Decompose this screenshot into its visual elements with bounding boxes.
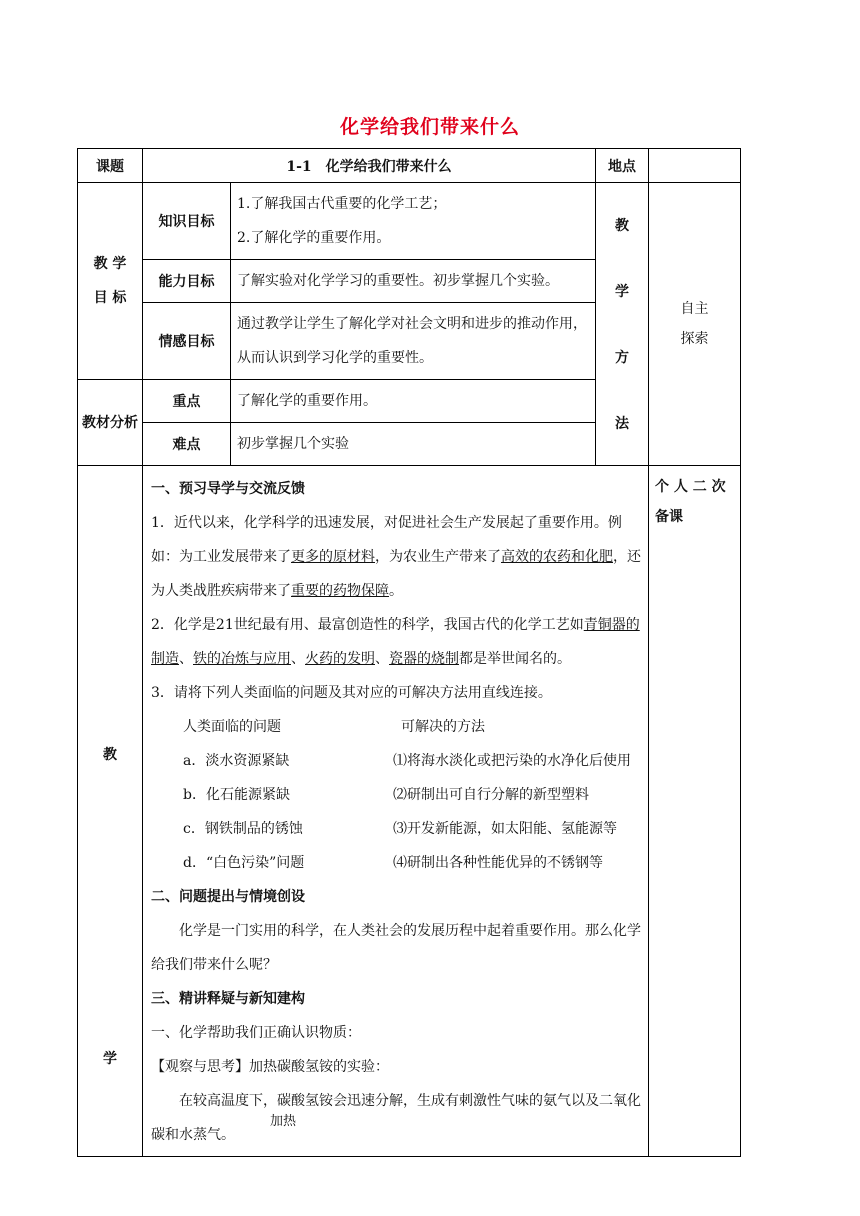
- objectives-group-label: 教 学 目 标: [78, 183, 143, 380]
- lesson-plan-table: [77, 148, 741, 1157]
- matching-item: b．化石能源紧缺 ⑵研制出可自行分解的新型塑料: [183, 787, 589, 803]
- section-explain-title: 三、精讲释疑与新知建构: [151, 991, 305, 1007]
- knowledge-label: 知识目标: [143, 183, 231, 260]
- topic-value: 1-1 化学给我们带来什么: [143, 149, 596, 183]
- method-label: 教 学 方 法: [596, 183, 649, 466]
- knowledge-row: [78, 183, 741, 260]
- method-value: 自主 探索: [649, 183, 741, 466]
- key-point-text: 了解化学的重要作用。: [231, 380, 596, 423]
- personal-prep-label: 个 人 二 次备课: [649, 466, 741, 1157]
- page-title: 化学给我们带来什么: [339, 116, 520, 138]
- paragraph-1: 1．近代以来，化学科学的迅速发展，对促进社会生产发展起了重要作用。例如：为工业发展带来了更多的原材料，为农业生产带来了高效的农药和化肥，还为人类战胜疾病带来了重要的药物保障。: [151, 515, 641, 599]
- analysis-group-label: 教材分析: [78, 380, 143, 466]
- matching-item: c．钢铁制品的锈蚀 ⑶开发新能源，如太阳能、氢能源等: [183, 821, 617, 837]
- teaching-content: [143, 466, 649, 1157]
- teaching-side-label: 教 学: [78, 466, 143, 1157]
- matching-header: 人类面临的问题 可解决的方法: [183, 719, 485, 735]
- teaching-process-row: [78, 466, 741, 1157]
- observe-line: 【观察与思考】加热碳酸氢铵的实验：: [151, 1059, 389, 1075]
- section-explain-subtitle: 一、化学帮助我们正确认识物质：: [151, 1025, 361, 1041]
- place-label: 地点: [596, 149, 649, 183]
- matching-item: d．“白色污染”问题 ⑷研制出各种性能优异的不锈钢等: [183, 855, 603, 871]
- section-problem-title: 二、问题提出与情境创设: [151, 889, 305, 905]
- emotion-label: 情感目标: [143, 303, 231, 380]
- paragraph-3: 3．请将下列人类面临的问题及其对应的可解决方法用直线连接。: [151, 685, 552, 701]
- ability-goal: 了解实验对化学学习的重要性。初步掌握几个实验。: [231, 260, 596, 303]
- key-point-label: 重点: [143, 380, 231, 423]
- section-problem-text: 化学是一门实用的科学，在人类社会的发展历程中起着重要作用。那么化学给我们带来什么呢？: [151, 923, 641, 973]
- topic-row: [78, 149, 741, 183]
- emotion-goal: 通过教学让学生了解化学对社会文明和进步的推动作用，从而认识到学习化学的重要性。: [231, 303, 596, 380]
- matching-item: a．淡水资源紧缺 ⑴将海水淡化或把污染的水净化后使用: [183, 753, 631, 769]
- difficulty-label: 难点: [143, 423, 231, 466]
- section-preview-title: 一、预习导学与交流反馈: [151, 481, 305, 497]
- section-explain-text: 在较高温度下，碳酸氢铵会迅速分解，生成有刺激性气味的氨气以及二氧化碳和水蒸气。: [151, 1093, 641, 1143]
- heating-condition-label: 加热: [270, 1114, 297, 1129]
- knowledge-goals: 1.了解我国古代重要的化学工艺； 2.了解化学的重要作用。: [231, 183, 596, 260]
- topic-label: 课题: [78, 149, 143, 183]
- place-value: [649, 149, 741, 183]
- ability-label: 能力目标: [143, 260, 231, 303]
- difficulty-text: 初步掌握几个实验: [231, 423, 596, 466]
- paragraph-2: 2．化学是21世纪最有用、最富创造性的科学，我国古代的化学工艺如青铜器的制造、铁的冶炼与应用、火药的发明、瓷器的烧制都是举世闻名的。: [151, 617, 640, 667]
